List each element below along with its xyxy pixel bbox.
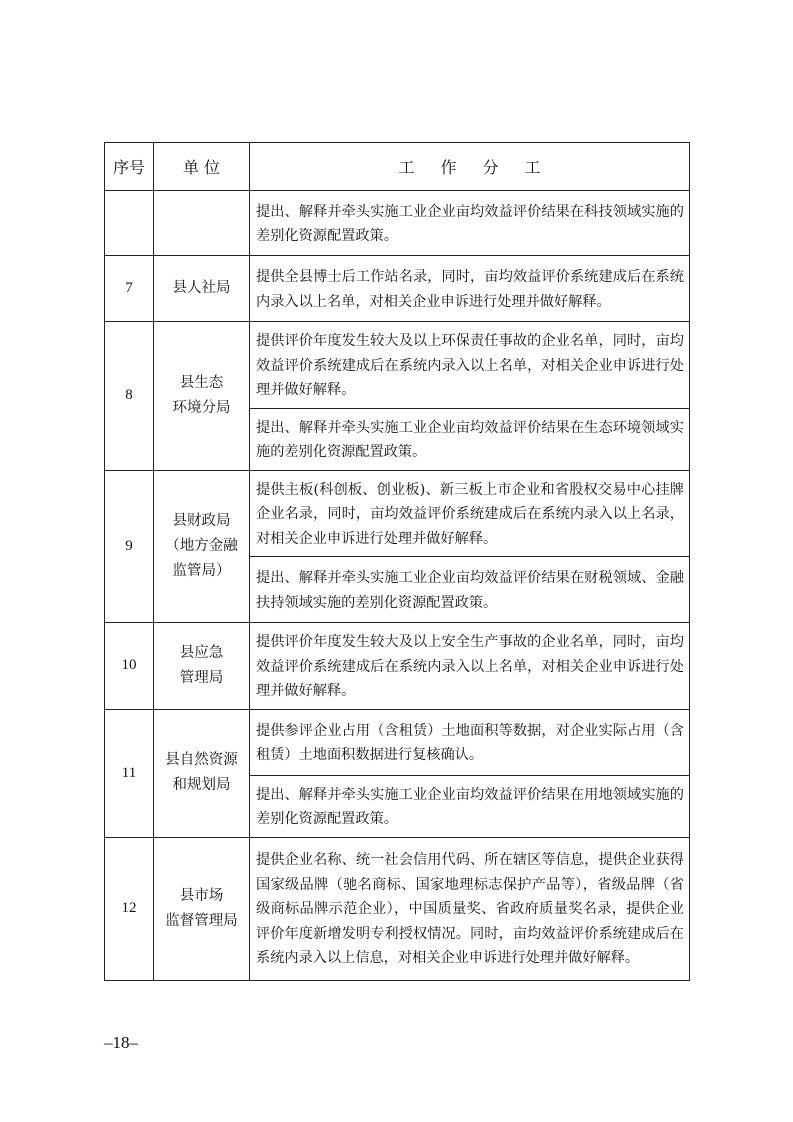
unit-cell: 县生态 环境分局 — [154, 322, 250, 471]
header-work: 工作分工 — [250, 143, 690, 191]
unit-cell — [154, 191, 250, 256]
table-header-row — [105, 143, 690, 191]
seq-cell: 10 — [105, 623, 154, 710]
header-unit: 单 位 — [154, 143, 250, 191]
seq-cell: 7 — [105, 256, 154, 322]
duty-cell: 提出、解释并牵头实施工业企业亩均效益评价结果在生态环境领域实施的差别化资源配置政策。 — [250, 408, 690, 470]
table-row — [105, 256, 690, 322]
duty-cell: 提供全县博士后工作站名录，同时，亩均效益评价系统建成后在系统内录入以上名单，对相关企业申诉进行处理并做好解释。 — [250, 256, 690, 322]
page-number: –18– — [104, 1033, 138, 1052]
duty-cell: 提出、解释并牵头实施工业企业亩均效益评价结果在科技领域实施的差别化资源配置政策。 — [250, 191, 690, 256]
seq-cell: 11 — [105, 709, 154, 837]
table-row — [105, 709, 690, 775]
seq-cell — [105, 191, 154, 256]
duty-cell: 提供主板(科创板、创业板)、新三板上市企业和省股权交易中心挂牌企业名录，同时，亩均效益评价系统建成后在系统内录入以上名录，对相关企业申诉进行处理并做好解释。 — [250, 470, 690, 557]
duty-cell: 提出、解释并牵头实施工业企业亩均效益评价结果在财税领域、金融扶持领域实施的差别化资源配置政策。 — [250, 557, 690, 623]
table-row — [105, 837, 690, 980]
unit-cell: 县财政局 （地方金融 监管局） — [154, 470, 250, 623]
unit-cell: 县市场 监督管理局 — [154, 837, 250, 980]
duty-cell: 提供参评企业占用（含租赁）土地面积等数据，对企业实际占用（含租赁）土地面积数据进行复核确认。 — [250, 709, 690, 775]
duty-cell: 提供评价年度发生较大及以上安全生产事故的企业名单，同时，亩均效益评价系统建成后在系统内录入以上名单，对相关企业申诉进行处理并做好解释。 — [250, 623, 690, 710]
header-seq: 序号 — [105, 143, 154, 191]
seq-cell: 9 — [105, 470, 154, 623]
unit-cell: 县应急 管理局 — [154, 623, 250, 710]
unit-cell: 县人社局 — [154, 256, 250, 322]
work-division-table — [104, 142, 690, 981]
seq-cell: 8 — [105, 322, 154, 471]
table-row — [105, 191, 690, 256]
duty-cell: 提供评价年度发生较大及以上环保责任事故的企业名单，同时，亩均效益评价系统建成后在系统内录入以上名单，对相关企业申诉进行处理并做好解释。 — [250, 322, 690, 409]
unit-cell: 县自然资源 和规划局 — [154, 709, 250, 837]
table-row — [105, 470, 690, 557]
seq-cell: 12 — [105, 837, 154, 980]
table-row — [105, 623, 690, 710]
duty-cell: 提供企业名称、统一社会信用代码、所在辖区等信息，提供企业获得国家级品牌（驰名商标、国家地理标志保护产品等），省级品牌（省级商标品牌示范企业），中国质量奖、省政府质量奖名录，提供企业评价年度新增发明专利授权情况。同时，亩均效益评价系统建成后在系统内录入以上信息，对相关企业申诉进行处理并做好解释。 — [250, 837, 690, 980]
table-row — [105, 322, 690, 409]
duty-cell: 提出、解释并牵头实施工业企业亩均效益评价结果在用地领域实施的差别化资源配置政策。 — [250, 775, 690, 837]
